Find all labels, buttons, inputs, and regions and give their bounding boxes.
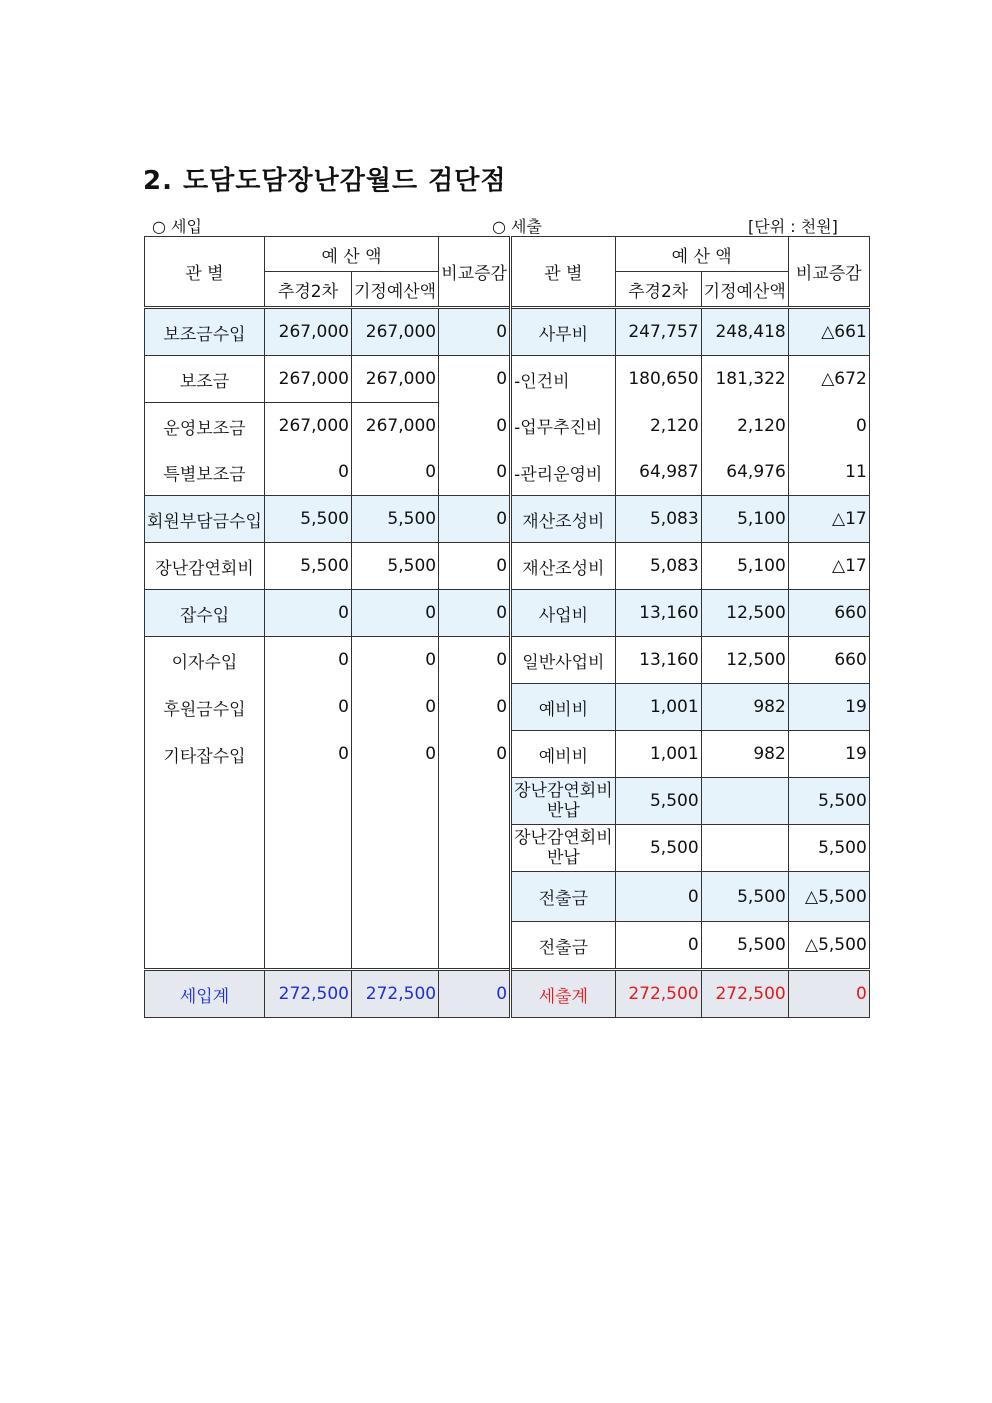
empty-cell	[145, 778, 265, 825]
table-cell: 5,500	[615, 778, 701, 825]
table-cell: △17	[788, 543, 869, 590]
expense-diff-header: 비교증감	[788, 237, 869, 308]
table-cell: 13,160	[615, 637, 701, 684]
table-cell: 보조금	[145, 356, 265, 403]
empty-cell	[264, 825, 351, 872]
empty-cell	[351, 872, 438, 922]
table-cell: 5,500	[264, 496, 351, 543]
empty-cell	[439, 922, 511, 970]
table-cell: 전출금	[511, 872, 616, 922]
table-cell: △5,500	[788, 922, 869, 970]
table-cell: 0	[351, 684, 438, 731]
table-cell	[511, 825, 616, 872]
table-cell: 1,001	[615, 684, 701, 731]
cell-line: 반납	[546, 801, 580, 821]
table-cell: 19	[788, 684, 869, 731]
table-cell: 267,000	[351, 356, 438, 403]
empty-cell	[264, 778, 351, 825]
table-cell: 0	[439, 496, 511, 543]
table-cell: 180,650	[615, 356, 701, 403]
income-category-header: 관 별	[145, 237, 265, 308]
table-cell: 일반사업비	[511, 637, 616, 684]
table-cell: 2,120	[701, 403, 788, 450]
income-existing-header: 기정예산액	[351, 272, 438, 308]
table-cell: 5,500	[701, 922, 788, 970]
table-cell: 2,120	[615, 403, 701, 450]
table-cell: 0	[264, 449, 351, 496]
expense-budget-header: 예 산 액	[615, 237, 788, 272]
table-cell: 13,160	[615, 590, 701, 637]
expense-category-header: 관 별	[511, 237, 616, 308]
expense-total-revised: 272,500	[615, 970, 701, 1018]
table-cell: 사업비	[511, 590, 616, 637]
income-diff-header: 비교증감	[439, 237, 511, 308]
expense-total-existing: 272,500	[701, 970, 788, 1018]
table-cell: 19	[788, 731, 869, 778]
table-cell: 267,000	[264, 356, 351, 403]
table-cell: 982	[701, 731, 788, 778]
table-cell: 0	[439, 590, 511, 637]
table-cell: 0	[439, 449, 511, 496]
table-cell: 재산조성비	[511, 543, 616, 590]
income-total-label: 세입계	[145, 970, 265, 1018]
table-cell: 재산조성비	[511, 496, 616, 543]
table-cell: 5,100	[701, 543, 788, 590]
table-cell: 181,322	[701, 356, 788, 403]
table-cell: 0	[439, 308, 511, 356]
income-total-existing: 272,500	[351, 970, 438, 1018]
table-cell: 5,500	[615, 825, 701, 872]
table-cell: 0	[264, 684, 351, 731]
table-cell: 0	[264, 731, 351, 778]
table-cell: 후원금수입	[145, 684, 265, 731]
table-cell: -인건비	[511, 356, 616, 403]
expense-existing-header: 기정예산액	[701, 272, 788, 308]
table-cell: 0	[788, 403, 869, 450]
table-cell: 전출금	[511, 922, 616, 970]
table-cell	[701, 825, 788, 872]
table-cell: 5,083	[615, 543, 701, 590]
expense-total-diff: 0	[788, 970, 869, 1018]
table-cell: -업무추진비	[511, 403, 616, 450]
table-cell: 이자수입	[145, 637, 265, 684]
table-cell: 운영보조금	[145, 403, 265, 450]
empty-cell	[439, 825, 511, 872]
table-cell: 982	[701, 684, 788, 731]
table-cell: 11	[788, 449, 869, 496]
income-total-diff: 0	[439, 970, 511, 1018]
table-cell: 247,757	[615, 308, 701, 356]
income-section-label: ○ 세입	[152, 217, 202, 236]
table-cell: 5,500	[788, 825, 869, 872]
table-cell: 예비비	[511, 731, 616, 778]
table-cell: 267,000	[351, 308, 438, 356]
table-cell: △661	[788, 308, 869, 356]
table-cell: 5,500	[351, 496, 438, 543]
table-cell: 보조금수입	[145, 308, 265, 356]
table-cell: 5,083	[615, 496, 701, 543]
income-revised-header: 추경2차	[264, 272, 351, 308]
table-cell: 5,500	[264, 543, 351, 590]
empty-cell	[439, 872, 511, 922]
table-cell: 660	[788, 637, 869, 684]
table-cell: △672	[788, 356, 869, 403]
table-cell: 잡수입	[145, 590, 265, 637]
table-cell: △17	[788, 496, 869, 543]
expense-revised-header: 추경2차	[615, 272, 701, 308]
table-cell: 0	[439, 403, 511, 450]
budget-table	[144, 236, 870, 1018]
table-cell: 5,500	[701, 872, 788, 922]
table-cell: △5,500	[788, 872, 869, 922]
table-cell: 267,000	[351, 403, 438, 450]
table-cell: 5,100	[701, 496, 788, 543]
table-cell: 회원부담금수입	[145, 496, 265, 543]
expense-total-label: 세출계	[511, 970, 616, 1018]
table-cell: 267,000	[264, 308, 351, 356]
table-cell: 장난감연회비	[145, 543, 265, 590]
table-cell: 0	[615, 922, 701, 970]
table-cell: 예비비	[511, 684, 616, 731]
cell-line: 장난감연회비	[514, 828, 613, 848]
table-cell: 0	[439, 356, 511, 403]
table-cell: 5,500	[788, 778, 869, 825]
table-cell: 0	[264, 637, 351, 684]
table-cell: 64,976	[701, 449, 788, 496]
table-cell: 0	[351, 731, 438, 778]
table-cell: 0	[264, 590, 351, 637]
table-cell: 12,500	[701, 590, 788, 637]
empty-cell	[145, 922, 265, 970]
expense-section-label: ○ 세출	[492, 217, 542, 236]
empty-cell	[351, 922, 438, 970]
empty-cell	[439, 778, 511, 825]
empty-cell	[351, 778, 438, 825]
income-budget-header: 예 산 액	[264, 237, 438, 272]
table-cell: 사무비	[511, 308, 616, 356]
table-cell: 64,987	[615, 449, 701, 496]
table-cell: 0	[439, 637, 511, 684]
table-cell: 1,001	[615, 731, 701, 778]
table-cell: 248,418	[701, 308, 788, 356]
table-cell: 0	[439, 543, 511, 590]
table-cell: -관리운영비	[511, 449, 616, 496]
table-cell: 5,500	[351, 543, 438, 590]
page-title: 2. 도담도담장난감월드 검단점	[143, 166, 507, 196]
table-cell: 0	[439, 684, 511, 731]
cell-line: 반납	[546, 848, 580, 868]
table-cell: 0	[439, 731, 511, 778]
cell-line: 장난감연회비	[514, 781, 613, 801]
table-cell: 0	[351, 637, 438, 684]
table-cell: 0	[351, 590, 438, 637]
empty-cell	[145, 872, 265, 922]
table-cell: 660	[788, 590, 869, 637]
empty-cell	[264, 922, 351, 970]
unit-label: [단위 : 천원]	[748, 217, 838, 236]
empty-cell	[351, 825, 438, 872]
table-cell: 0	[351, 449, 438, 496]
table-cell	[701, 778, 788, 825]
table-cell	[511, 778, 616, 825]
table-cell: 12,500	[701, 637, 788, 684]
empty-cell	[145, 825, 265, 872]
income-total-revised: 272,500	[264, 970, 351, 1018]
table-cell: 267,000	[264, 403, 351, 450]
table-cell: 0	[615, 872, 701, 922]
table-cell: 특별보조금	[145, 449, 265, 496]
table-cell: 기타잡수입	[145, 731, 265, 778]
empty-cell	[264, 872, 351, 922]
